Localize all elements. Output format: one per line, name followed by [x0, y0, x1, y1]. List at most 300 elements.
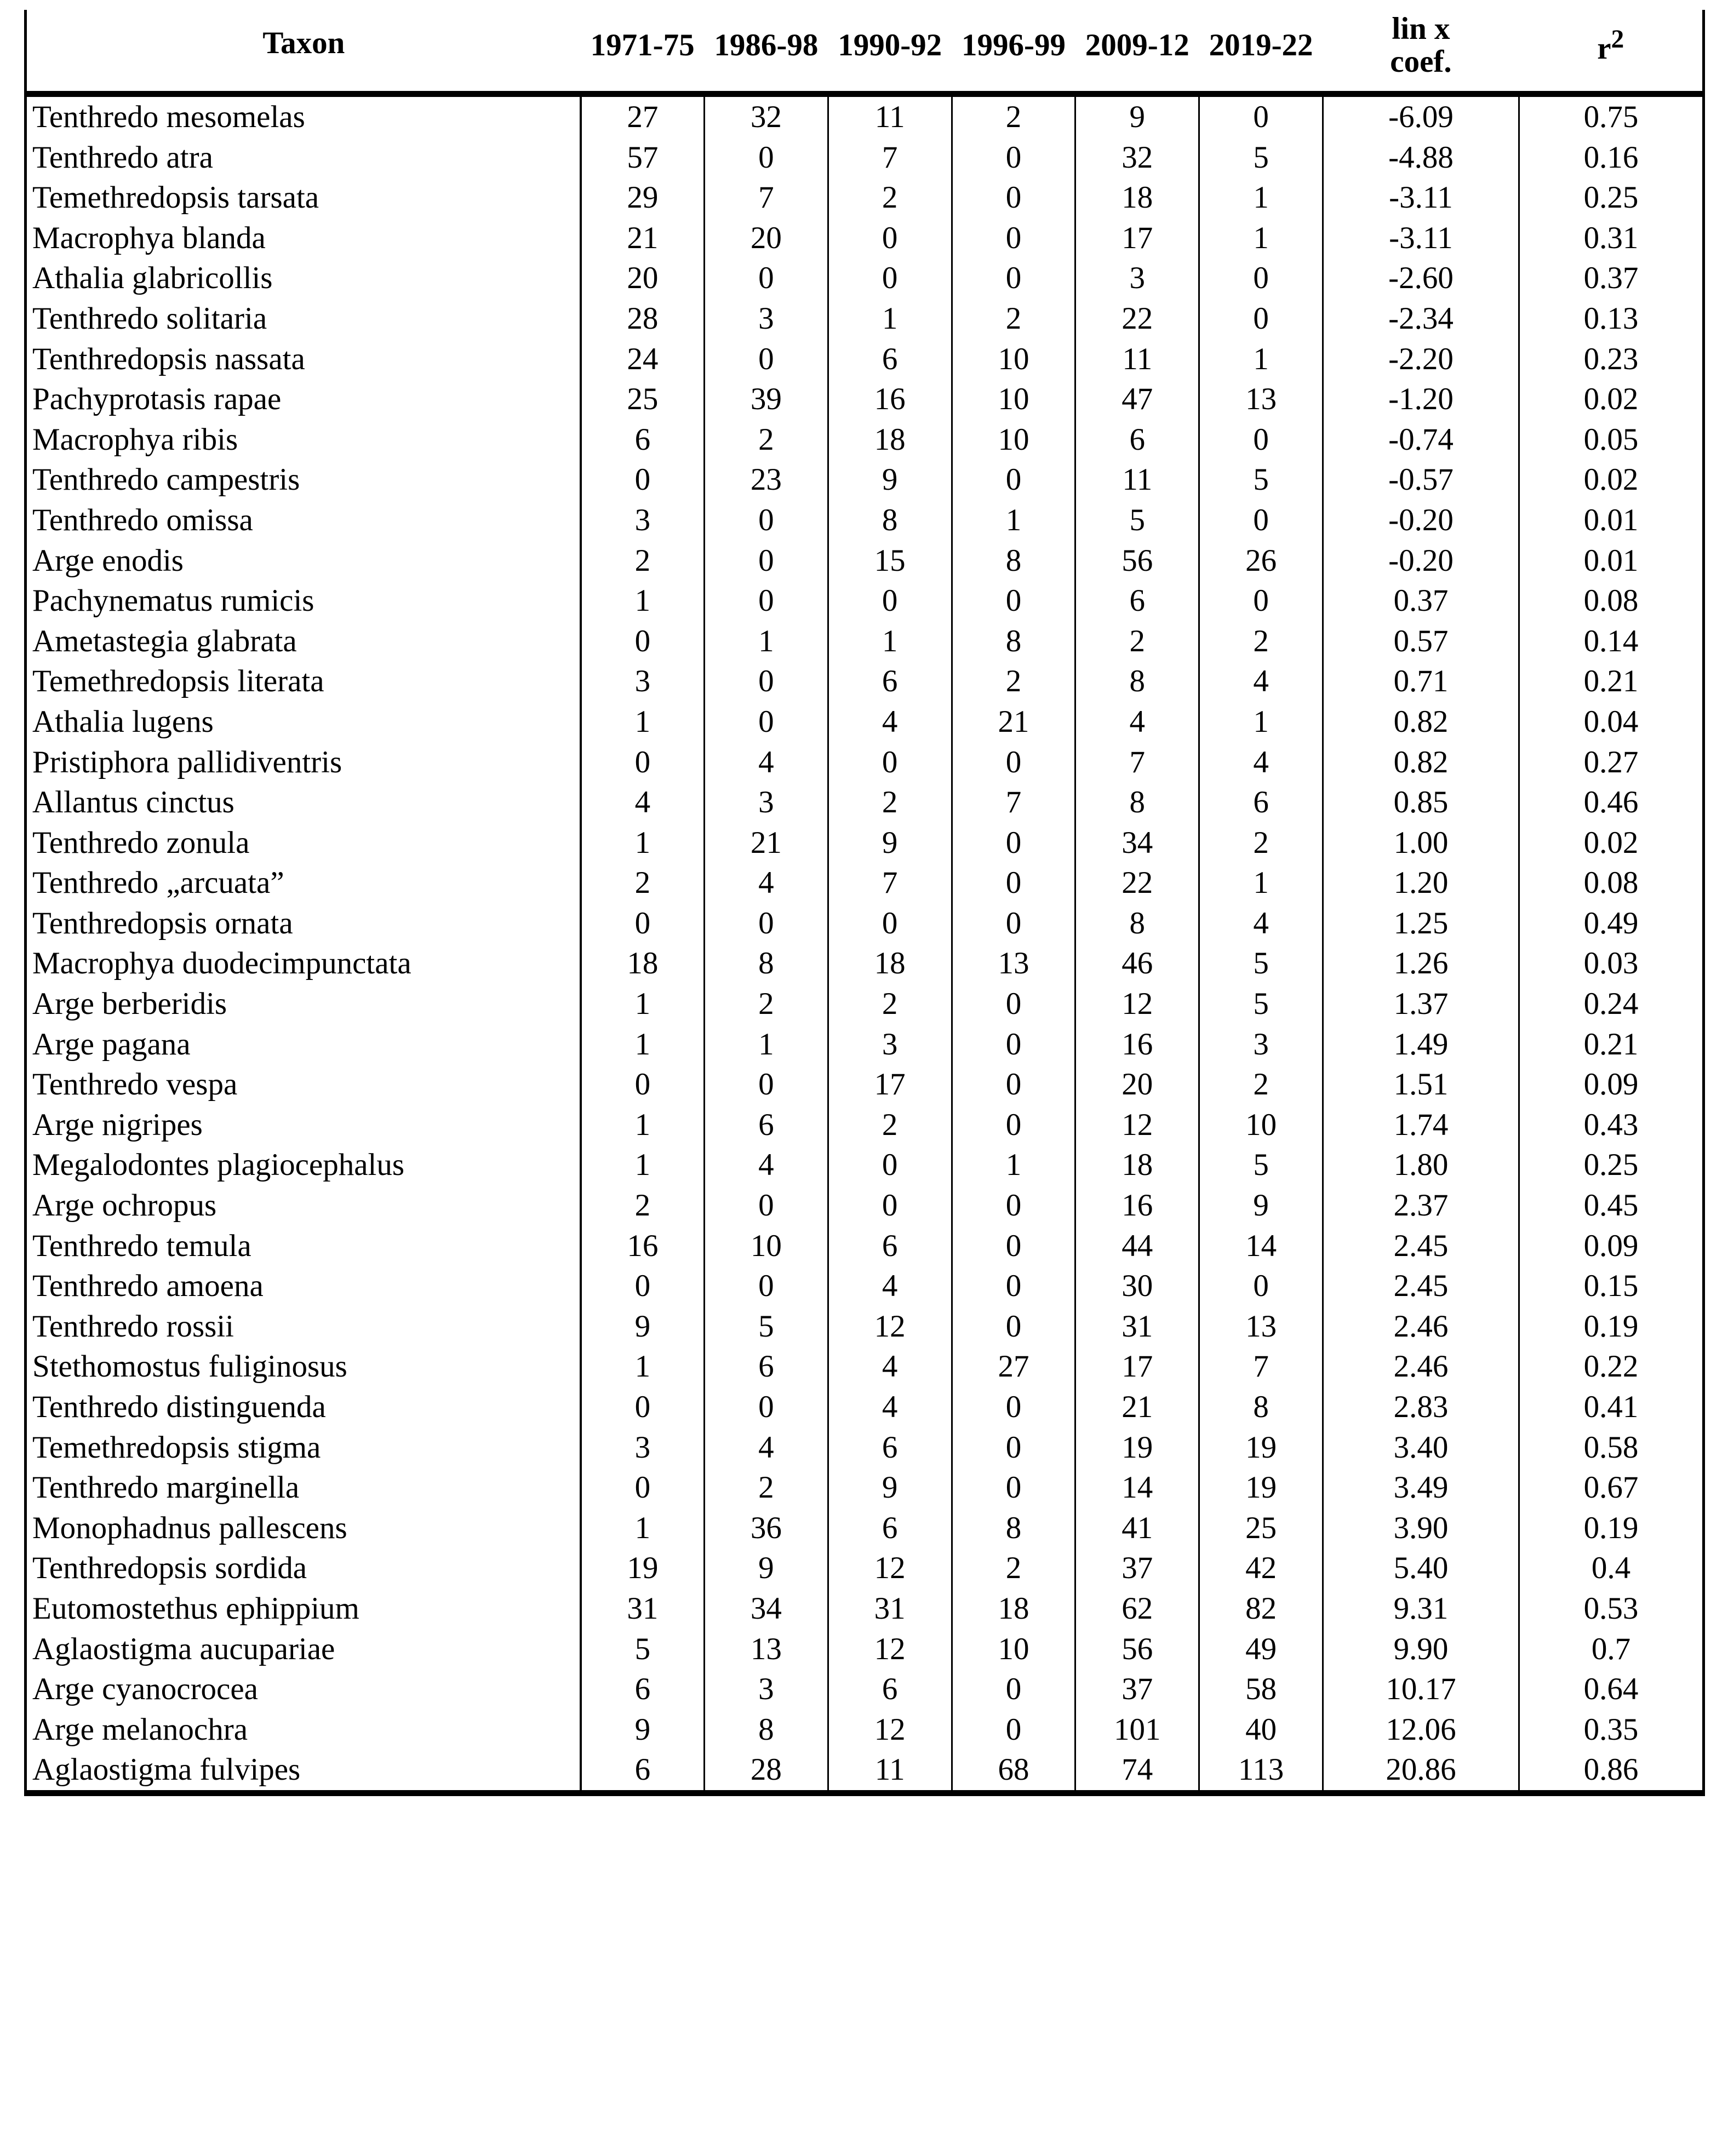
value-cell: 74	[1075, 1750, 1199, 1790]
value-cell: 2	[828, 1105, 952, 1145]
value-cell: 8	[1075, 782, 1199, 823]
value-cell: 101	[1075, 1710, 1199, 1750]
column-header-taxon: Taxon	[26, 10, 581, 94]
value-cell: 5.40	[1323, 1548, 1519, 1589]
value-cell: 0	[828, 1145, 952, 1185]
taxon-name-cell: Tenthredo rossii	[26, 1306, 581, 1347]
value-cell: 0.86	[1583, 1752, 1639, 1787]
value-cell: 8	[952, 621, 1075, 662]
value-cell: -0.20	[1323, 500, 1519, 541]
value-cell: 2	[581, 863, 705, 903]
taxon-name-cell: Tenthredopsis ornata	[26, 903, 581, 944]
value-cell: 9.31	[1323, 1589, 1519, 1629]
value-cell: 0.82	[1323, 742, 1519, 783]
value-cell: 23	[704, 460, 828, 500]
value-cell: 0.82	[1323, 702, 1519, 742]
value-cell: 6	[704, 1105, 828, 1145]
value-cell: 7	[828, 137, 952, 178]
table-row	[26, 94, 1704, 137]
table-row	[26, 177, 1704, 218]
value-cell: 0.41	[1583, 1390, 1639, 1424]
value-cell: 5	[1075, 500, 1199, 541]
column-header-2009-12: 2009-12	[1075, 10, 1199, 94]
value-cell: 1	[581, 581, 705, 621]
value-cell: 0.15	[1583, 1269, 1639, 1304]
value-cell: -2.34	[1323, 299, 1519, 339]
value-cell: 1	[828, 621, 952, 662]
value-cell: 2.83	[1323, 1387, 1519, 1427]
taxon-name-cell: Stethomostus fuliginosus	[26, 1346, 581, 1387]
value-cell: 21	[704, 823, 828, 863]
value-cell: -2.20	[1323, 339, 1519, 380]
value-cell: 6	[581, 1750, 705, 1790]
value-cell: 1	[952, 1145, 1075, 1185]
taxon-name-cell: Temethredopsis stigma	[26, 1427, 581, 1468]
value-cell: 3	[581, 1427, 705, 1468]
value-cell: 0	[1199, 94, 1323, 137]
value-cell: 24	[581, 339, 705, 380]
value-cell: 9	[704, 1548, 828, 1589]
value-cell: -0.20	[1323, 541, 1519, 581]
table-row	[26, 621, 1704, 662]
header-row	[26, 10, 1704, 94]
value-cell: -6.09	[1323, 94, 1519, 137]
value-cell: 0.19	[1583, 1510, 1639, 1545]
value-cell: 0	[704, 1266, 828, 1306]
value-cell: 0.21	[1583, 1027, 1639, 1062]
taxon-name-cell: Aglaostigma fulvipes	[26, 1750, 581, 1790]
column-header-1971-75: 1971-75	[581, 10, 705, 94]
taxon-name-cell: Macrophya ribis	[26, 420, 581, 460]
value-cell: 0	[952, 137, 1075, 178]
value-cell: 1	[581, 1145, 705, 1185]
value-cell: 58	[1199, 1669, 1323, 1710]
table-row	[26, 1105, 1704, 1145]
taxon-name-cell: Arge enodis	[26, 541, 581, 581]
value-cell: 30	[1075, 1266, 1199, 1306]
table-row	[26, 863, 1704, 903]
value-cell: 16	[1075, 1185, 1199, 1226]
value-cell: 2	[1199, 621, 1323, 662]
value-cell: 0.53	[1583, 1591, 1639, 1626]
value-cell: 8	[1075, 903, 1199, 944]
value-cell: 2	[952, 299, 1075, 339]
value-cell: 25	[581, 379, 705, 420]
table-row	[26, 1346, 1704, 1387]
taxon-name-cell: Arge nigripes	[26, 1105, 581, 1145]
value-cell: 21	[952, 702, 1075, 742]
table-row	[26, 1589, 1704, 1629]
value-cell: 34	[704, 1589, 828, 1629]
table-row	[26, 661, 1704, 702]
value-cell: 3	[1199, 1024, 1323, 1065]
value-cell: 0.31	[1583, 220, 1639, 255]
value-cell: 19	[1199, 1427, 1323, 1468]
value-cell: 0	[952, 903, 1075, 944]
value-cell: 18	[828, 420, 952, 460]
value-cell: 8	[952, 541, 1075, 581]
value-cell: 6	[1199, 782, 1323, 823]
value-cell: 34	[1075, 823, 1199, 863]
value-cell: 2.45	[1323, 1226, 1519, 1266]
value-cell: 0.27	[1583, 744, 1639, 779]
value-cell: 0.14	[1583, 623, 1639, 658]
value-cell: 0	[828, 742, 952, 783]
value-cell: 62	[1075, 1589, 1199, 1629]
value-cell: 8	[704, 943, 828, 984]
value-cell: 16	[828, 379, 952, 420]
table-row	[26, 541, 1704, 581]
table-row	[26, 137, 1704, 178]
value-cell: 0.19	[1583, 1309, 1639, 1344]
value-cell: 3.90	[1323, 1508, 1519, 1549]
table-row	[26, 1548, 1704, 1589]
taxon-name-cell: Temethredopsis literata	[26, 661, 581, 702]
value-cell: 0.43	[1583, 1107, 1639, 1142]
value-cell: 1	[704, 1024, 828, 1065]
value-cell: 31	[581, 1589, 705, 1629]
value-cell: 0.57	[1323, 621, 1519, 662]
value-cell: 15	[828, 541, 952, 581]
value-cell: 2.46	[1323, 1306, 1519, 1347]
value-cell: -1.20	[1323, 379, 1519, 420]
value-cell: 0	[1199, 500, 1323, 541]
value-cell: 0.08	[1583, 865, 1639, 901]
value-cell: 2	[704, 1467, 828, 1508]
taxon-name-cell: Tenthredopsis sordida	[26, 1548, 581, 1589]
value-cell: 0.25	[1583, 180, 1639, 215]
taxon-name-cell: Tenthredo vespa	[26, 1064, 581, 1105]
taxon-name-cell: Tenthredopsis nassata	[26, 339, 581, 380]
value-cell: 4	[828, 702, 952, 742]
value-cell: 7	[952, 782, 1075, 823]
value-cell: 18	[828, 943, 952, 984]
value-cell: 2	[1075, 621, 1199, 662]
value-cell: 2	[704, 984, 828, 1024]
value-cell: 10	[952, 1629, 1075, 1670]
value-cell: 56	[1075, 541, 1199, 581]
value-cell: 0.02	[1583, 462, 1639, 497]
table-body	[26, 94, 1704, 1790]
value-cell: 29	[581, 177, 705, 218]
value-cell: 0.16	[1583, 140, 1639, 175]
r-squared-exponent: 2	[1611, 25, 1624, 54]
value-cell: 6	[581, 420, 705, 460]
value-cell: 20	[581, 258, 705, 299]
value-cell: 6	[581, 1669, 705, 1710]
value-cell: 9	[828, 823, 952, 863]
value-cell: 0	[952, 218, 1075, 259]
value-cell: 0	[952, 1669, 1075, 1710]
value-cell: 0	[704, 137, 828, 178]
table-row	[26, 1467, 1704, 1508]
value-cell: 0	[952, 742, 1075, 783]
value-cell: 0	[952, 258, 1075, 299]
value-cell: 0.01	[1583, 502, 1639, 537]
value-cell: 0.03	[1583, 946, 1639, 981]
value-cell: 1	[581, 823, 705, 863]
value-cell: 4	[704, 1427, 828, 1468]
value-cell: 1	[1199, 339, 1323, 380]
value-cell: 0	[1199, 420, 1323, 460]
value-cell: 17	[1075, 1346, 1199, 1387]
value-cell: 12	[828, 1629, 952, 1670]
taxon-name-cell: Macrophya blanda	[26, 218, 581, 259]
value-cell: -3.11	[1323, 218, 1519, 259]
taxon-name-cell: Aglaostigma aucupariae	[26, 1629, 581, 1670]
value-cell: 3	[1075, 258, 1199, 299]
value-cell: 0.85	[1323, 782, 1519, 823]
value-cell: 57	[581, 137, 705, 178]
table-row	[26, 702, 1704, 742]
value-cell: 22	[1075, 299, 1199, 339]
value-cell: 0.21	[1583, 664, 1639, 699]
taxon-name-cell: Allantus cinctus	[26, 782, 581, 823]
value-cell: 7	[704, 177, 828, 218]
value-cell: 5	[1199, 984, 1323, 1024]
column-header-1990-92: 1990-92	[828, 10, 952, 94]
value-cell: 5	[1199, 1145, 1323, 1185]
value-cell: 0.7	[1591, 1631, 1631, 1666]
value-cell: 0.13	[1583, 301, 1639, 336]
column-header-lin-x-coef	[1323, 10, 1519, 94]
value-cell: 13	[1199, 379, 1323, 420]
value-cell: 0	[952, 1105, 1075, 1145]
value-cell: 0	[952, 1427, 1075, 1468]
value-cell: 1.00	[1323, 823, 1519, 863]
value-cell: 1.37	[1323, 984, 1519, 1024]
value-cell: 4	[828, 1346, 952, 1387]
value-cell: 5	[1199, 943, 1323, 984]
value-cell: 0.35	[1583, 1712, 1639, 1747]
value-cell: 0.58	[1583, 1430, 1639, 1465]
value-cell: -3.11	[1323, 177, 1519, 218]
value-cell: 0	[581, 1387, 705, 1427]
value-cell: 0	[581, 460, 705, 500]
value-cell: 68	[952, 1750, 1075, 1790]
value-cell: 56	[1075, 1629, 1199, 1670]
value-cell: 4	[704, 1145, 828, 1185]
value-cell: 4	[581, 782, 705, 823]
table-row	[26, 943, 1704, 984]
taxon-name-cell: Athalia lugens	[26, 702, 581, 742]
value-cell: 0	[1199, 581, 1323, 621]
table-row	[26, 299, 1704, 339]
value-cell: 0	[952, 460, 1075, 500]
value-cell: 4	[828, 1266, 952, 1306]
value-cell: 37	[1075, 1669, 1199, 1710]
taxon-name-cell: Eutomostethus ephippium	[26, 1589, 581, 1629]
value-cell: 6	[1075, 581, 1199, 621]
value-cell: 8	[1199, 1387, 1323, 1427]
table-row	[26, 984, 1704, 1024]
table-row	[26, 500, 1704, 541]
table-row	[26, 1427, 1704, 1468]
value-cell: 8	[952, 1508, 1075, 1549]
value-cell: 12	[828, 1548, 952, 1589]
taxon-name-cell: Tenthredo campestris	[26, 460, 581, 500]
value-cell: 0	[1199, 299, 1323, 339]
taxon-name-cell: Tenthredo marginella	[26, 1467, 581, 1508]
value-cell: 0.49	[1583, 905, 1639, 941]
table-row	[26, 1266, 1704, 1306]
value-cell: 0.46	[1583, 785, 1639, 820]
value-cell: 16	[1075, 1024, 1199, 1065]
value-cell: 8	[704, 1710, 828, 1750]
value-cell: -0.74	[1323, 420, 1519, 460]
value-cell: 0.67	[1583, 1470, 1639, 1505]
value-cell: 4	[1075, 702, 1199, 742]
value-cell: 3	[828, 1024, 952, 1065]
value-cell: 3	[581, 661, 705, 702]
value-cell: 40	[1199, 1710, 1323, 1750]
value-cell: 1	[581, 984, 705, 1024]
value-cell: 17	[828, 1064, 952, 1105]
value-cell: 0	[828, 903, 952, 944]
taxon-name-cell: Ametastegia glabrata	[26, 621, 581, 662]
value-cell: 10	[952, 379, 1075, 420]
value-cell: 0.04	[1583, 704, 1639, 739]
value-cell: 2	[581, 541, 705, 581]
value-cell: 2	[1199, 1064, 1323, 1105]
value-cell: 0	[704, 1064, 828, 1105]
value-cell: 2	[704, 420, 828, 460]
value-cell: 0	[828, 218, 952, 259]
value-cell: 12	[828, 1306, 952, 1347]
table-row	[26, 1750, 1704, 1790]
value-cell: 0.09	[1583, 1067, 1639, 1102]
value-cell: 41	[1075, 1508, 1199, 1549]
value-cell: 1.49	[1323, 1024, 1519, 1065]
value-cell: 12	[1075, 1105, 1199, 1145]
value-cell: 1	[1199, 702, 1323, 742]
value-cell: 1	[581, 1024, 705, 1065]
taxon-name-cell: Tenthredo zonula	[26, 823, 581, 863]
value-cell: 1.25	[1323, 903, 1519, 944]
value-cell: 6	[828, 1669, 952, 1710]
value-cell: 0	[581, 621, 705, 662]
value-cell: 9	[581, 1306, 705, 1347]
value-cell: -0.57	[1323, 460, 1519, 500]
column-header-1986-98: 1986-98	[704, 10, 828, 94]
value-cell: 5	[1199, 137, 1323, 178]
value-cell: 11	[828, 1750, 952, 1790]
value-cell: 113	[1199, 1750, 1323, 1790]
table-row	[26, 581, 1704, 621]
value-cell: 0	[704, 903, 828, 944]
value-cell: 27	[952, 1346, 1075, 1387]
lin-coef-line1: lin x	[1392, 11, 1450, 46]
value-cell: 7	[1075, 742, 1199, 783]
r-squared-base: r	[1597, 31, 1611, 66]
table-row	[26, 339, 1704, 380]
table-row	[26, 460, 1704, 500]
value-cell: 1.51	[1323, 1064, 1519, 1105]
value-cell: 32	[1075, 137, 1199, 178]
value-cell: 1	[581, 1105, 705, 1145]
value-cell: 6	[1075, 420, 1199, 460]
column-header-2019-22: 2019-22	[1199, 10, 1323, 94]
value-cell: 0.23	[1583, 341, 1639, 376]
value-cell: 6	[828, 339, 952, 380]
value-cell: 10.17	[1323, 1669, 1519, 1710]
value-cell: 28	[704, 1750, 828, 1790]
value-cell: 36	[704, 1508, 828, 1549]
value-cell: 0	[952, 1064, 1075, 1105]
value-cell: 1	[704, 621, 828, 662]
value-cell: 0.25	[1583, 1148, 1639, 1183]
value-cell: 3.40	[1323, 1427, 1519, 1468]
value-cell: 0.37	[1323, 581, 1519, 621]
table-row	[26, 1064, 1704, 1105]
table-row	[26, 379, 1704, 420]
taxon-name-cell: Tenthredo omissa	[26, 500, 581, 541]
value-cell: 0	[952, 1467, 1075, 1508]
value-cell: 0	[828, 258, 952, 299]
value-cell: 0	[704, 581, 828, 621]
value-cell: 1	[1199, 218, 1323, 259]
value-cell: 0	[952, 1266, 1075, 1306]
value-cell: 14	[1199, 1226, 1323, 1266]
value-cell: 47	[1075, 379, 1199, 420]
value-cell: 1	[1199, 177, 1323, 218]
value-cell: 3	[704, 1669, 828, 1710]
table-row	[26, 1629, 1704, 1670]
column-header-r-squared	[1519, 10, 1703, 94]
value-cell: 0.22	[1583, 1349, 1639, 1384]
value-cell: 0	[704, 661, 828, 702]
value-cell: 0.24	[1583, 987, 1639, 1022]
value-cell: 0	[704, 258, 828, 299]
value-cell: 10	[952, 339, 1075, 380]
value-cell: 4	[1199, 903, 1323, 944]
value-cell: 21	[581, 218, 705, 259]
value-cell: 2	[828, 177, 952, 218]
value-cell: 6	[828, 661, 952, 702]
value-cell: 3	[581, 500, 705, 541]
value-cell: 0	[952, 863, 1075, 903]
value-cell: 12.06	[1323, 1710, 1519, 1750]
table-row	[26, 1185, 1704, 1226]
value-cell: 0	[704, 500, 828, 541]
value-cell: 0	[581, 1266, 705, 1306]
value-cell: 5	[704, 1306, 828, 1347]
value-cell: 3.49	[1323, 1467, 1519, 1508]
value-cell: 1	[581, 702, 705, 742]
table-row	[26, 1508, 1704, 1549]
value-cell: 0	[581, 742, 705, 783]
value-cell: 1	[581, 1346, 705, 1387]
value-cell: 4	[1199, 742, 1323, 783]
value-cell: 1	[581, 1508, 705, 1549]
value-cell: 0.09	[1583, 1228, 1639, 1263]
value-cell: 5	[1199, 460, 1323, 500]
value-cell: 0	[952, 823, 1075, 863]
value-cell: 13	[704, 1629, 828, 1670]
value-cell: 6	[828, 1508, 952, 1549]
value-cell: 1.26	[1323, 943, 1519, 984]
value-cell: 0.02	[1583, 382, 1639, 417]
taxon-name-cell: Macrophya duodecimpunctata	[26, 943, 581, 984]
value-cell: 0.37	[1583, 261, 1639, 296]
taxon-name-cell: Tenthredo amoena	[26, 1266, 581, 1306]
value-cell: 1	[952, 500, 1075, 541]
value-cell: 9	[1199, 1185, 1323, 1226]
value-cell: 1.74	[1323, 1105, 1519, 1145]
value-cell: 82	[1199, 1589, 1323, 1629]
taxon-name-cell: Arge melanochra	[26, 1710, 581, 1750]
value-cell: 11	[1075, 339, 1199, 380]
